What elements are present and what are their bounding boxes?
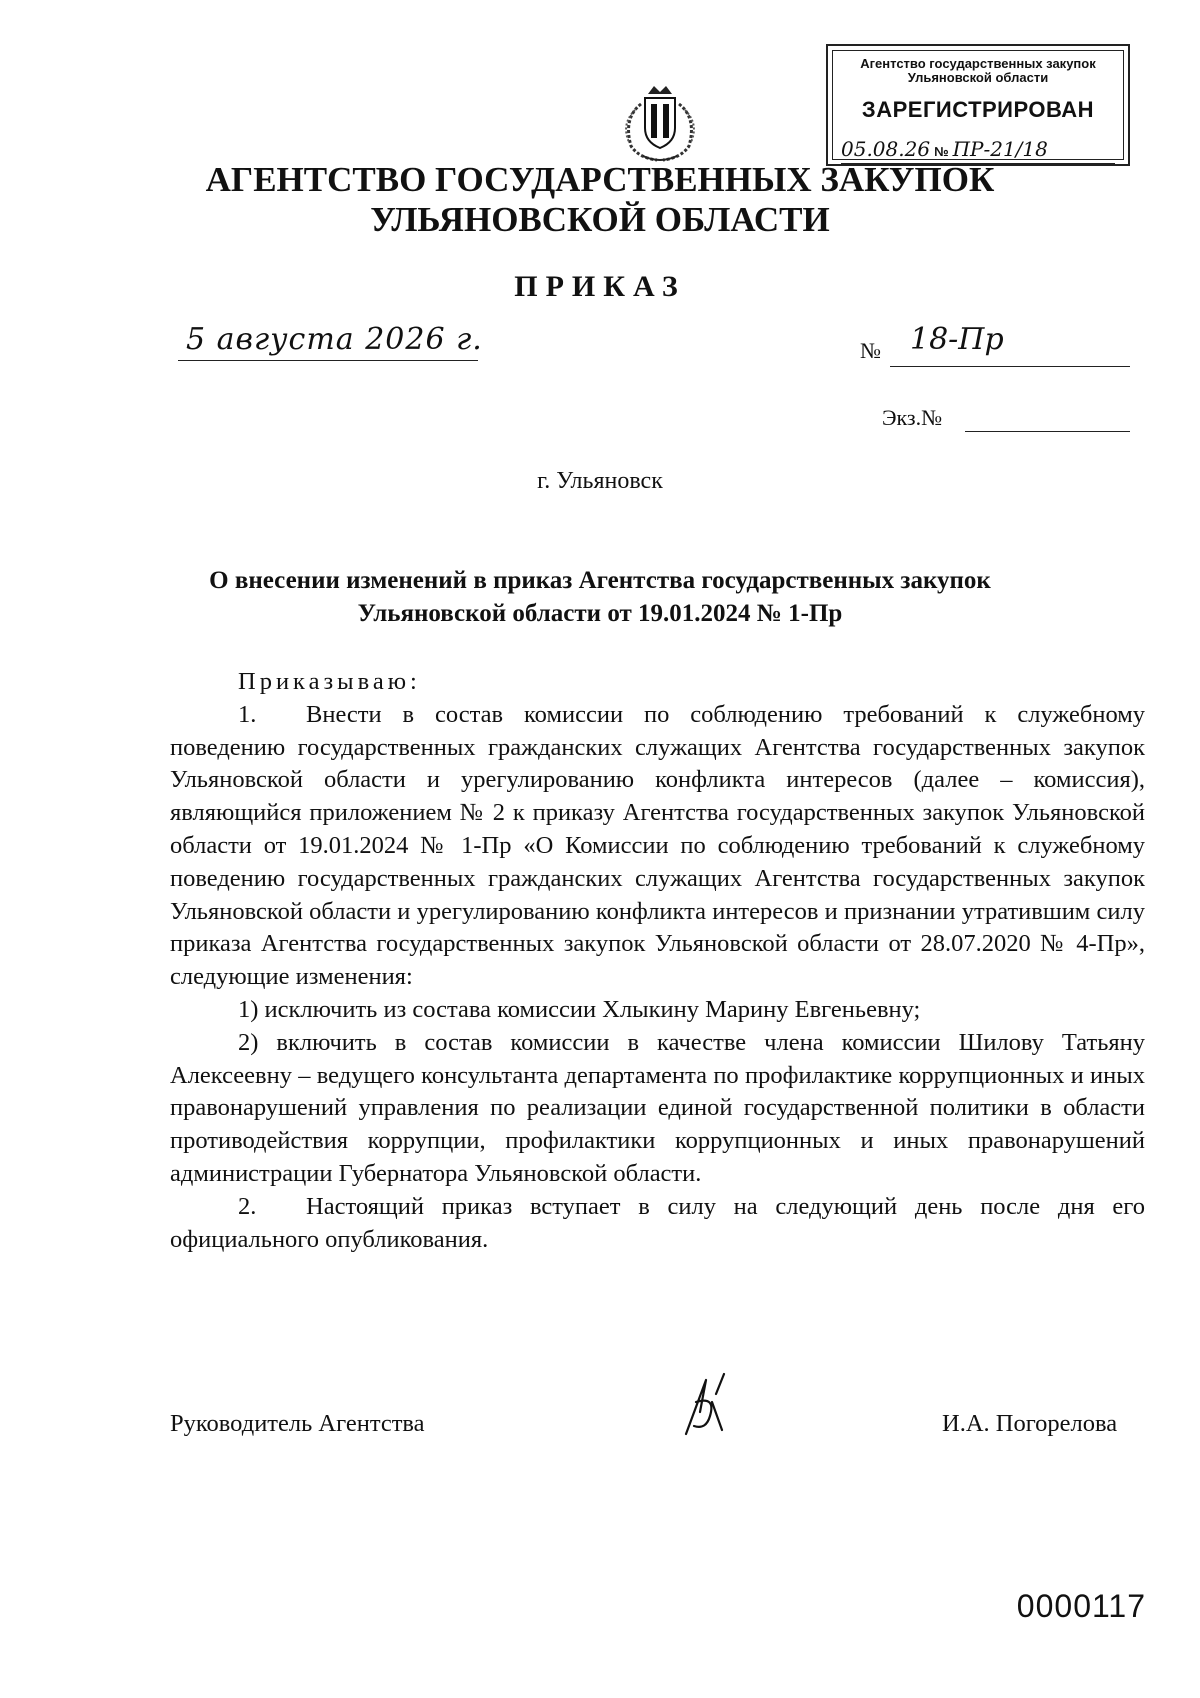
- stamp-organization: [833, 57, 1123, 85]
- handwritten-order-number: 18-Пр: [910, 322, 1004, 357]
- stamp-inner-frame: [832, 50, 1124, 160]
- order-body: [170, 666, 1145, 1256]
- coat-of-arms-icon: [605, 84, 715, 166]
- stamp-number: ПР-21/18: [952, 137, 1048, 161]
- stamp-date: 05.08.26: [841, 137, 931, 161]
- registration-stamp: [826, 44, 1130, 166]
- copy-number-line: [965, 431, 1130, 432]
- order-subject: [150, 564, 1050, 630]
- city: г. Ульяновск: [537, 468, 663, 494]
- item-1-text: Внести в состав комиссии по соблюдению требований к служебному поведению государственных гражданских служащих Агентства государственных закупок Ульяновской области и урегулированию конфликта интересов (далее – комиссия), являющийся приложением № 2 к приказу Агентства государственных закупок Ульяновской области от 19.01.2024 № 1-Пр «О Комиссии по соблюдению требований к служебному поведению государственных гражданских служащих Агентства государственных закупок Ульяновской области и урегулированию конфликта интересов и признании утратившим силу приказа Агентства государственных закупок Ульяновской области от 28.07.2020 № 4-Пр», следующие изменения:: [170, 700, 1145, 991]
- order-subitem-2: 2) включить в состав комиссии в качестве члена комиссии Шилову Татьяну Алексеевну – ведущего консультанта департамента по профилактике коррупционных и иных правонарушений управления по реализации единой государственной политики в области противодействия коррупции, профилактики коррупционных и иных правонарушений администрации Губернатора Ульяновской области.: [170, 1028, 1145, 1187]
- handwritten-signature: [676, 1372, 736, 1442]
- copy-number-label: Экз.№: [882, 405, 943, 430]
- document-type-title: ПРИКАЗ: [514, 270, 686, 303]
- order-lead: Приказываю:: [238, 668, 421, 695]
- signer-position: Руководитель Агентства: [170, 1410, 425, 1437]
- document-serial-number: 0000117: [1016, 1588, 1146, 1624]
- item-2-number: 2.: [238, 1192, 257, 1220]
- order-item-2: [170, 1191, 1145, 1257]
- organization-title: [0, 160, 1200, 240]
- org-line2: УЛЬЯНОВСКОЙ ОБЛАСТИ: [370, 200, 830, 239]
- org-line1: АГЕНТСТВО ГОСУДАРСТВЕННЫХ ЗАКУПОК: [205, 160, 995, 199]
- stamp-org-line1: Агентство государственных закупок: [860, 56, 1096, 71]
- stamp-status: ЗАРЕГИСТРИРОВАН: [861, 97, 1095, 122]
- order-number-line: [890, 366, 1130, 367]
- handwritten-date: 5 августа 2026 г.: [186, 322, 483, 357]
- item-1-number: 1.: [238, 700, 257, 728]
- order-number-label: №: [860, 338, 881, 363]
- signer-name: И.А. Погорелова: [942, 1410, 1118, 1437]
- subject-line1: О внесении изменений в приказ Агентства государственных закупок: [209, 567, 991, 594]
- date-underline: [178, 360, 478, 361]
- stamp-number-sign: №: [934, 144, 949, 159]
- order-item-1: [170, 699, 1145, 994]
- item-2-text: Настоящий приказ вступает в силу на следующий день после дня его официального опубликования.: [170, 1192, 1145, 1253]
- stamp-org-line2: Ульяновской области: [907, 70, 1049, 85]
- order-subitem-1: 1) исключить из состава комиссии Хлыкину Марину Евгеньевну;: [238, 995, 921, 1023]
- subject-line2: Ульяновской области от 19.01.2024 № 1-Пр: [357, 600, 843, 627]
